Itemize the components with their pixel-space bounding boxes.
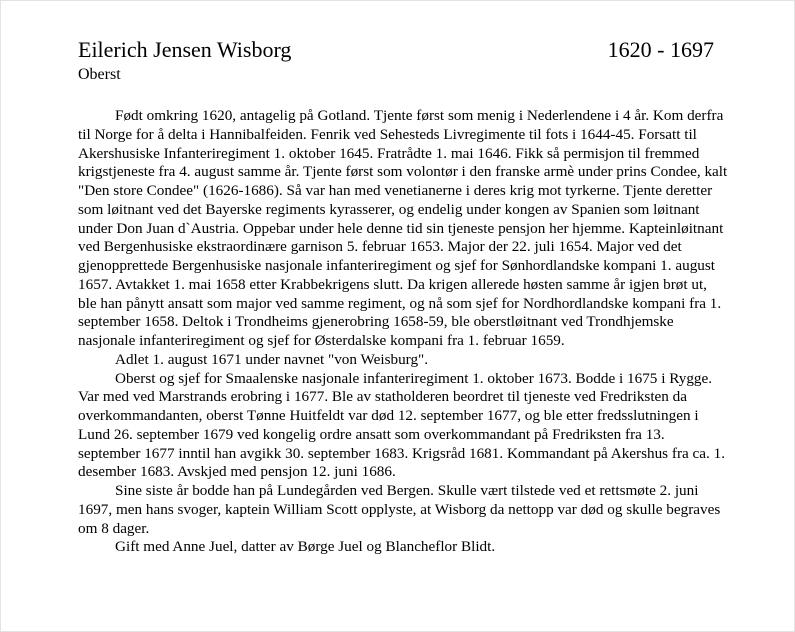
life-years: 1620 - 1697 [607,37,714,62]
paragraph-career: Født omkring 1620, antagelig på Gotland. Tjente først som menig i Nederlendene i 4 år. Kom derfra til Norge for å delta i Hannibalfeiden. Fenrik ved Sehesteds Livregimente til fots i 1644-45. Forsatt til Akershusiske Infanteriregiment 1. oktober 1645. Fratrådte 1. mai 1646. Fikk så permisjon til fremmed krigstjeneste fra 4. august samme år. Tjente først som volontør i den franske armè under prins Condee, kalt "Den store Condee" (1626-1686). Så var han med venetianerne i deres krig mot tyrkerne. Tjente deretter som løitnant ved det Bayerske regiments kyrasserer, og endelig under kongen av Spanien som løitnant under Don Juan d`Austria. Oppebar under hele denne tid sin tjeneste pensjon her hjemme. Kapteinløitnant ved Bergenhusiske ekstraordinære garnison 5. februar 1653. Major der 22. juli 1654. Major ved det gjenopprettede Bergenhusiske nasjonale infanteriregiment og sjef for Sønhordlandske kompani 1. august 1657. Avtakket 1. mai 1658 etter Krabbekrigens slutt. Da krigen allerede høsten samme år igjen brøt ut, ble han pånytt ansatt som major ved samme regiment, og nå som sjef for Nordhordlandske kompani fra 1. september 1658. Deltok i Trondheims gjenerobring 1658-59, ble oberstløitnant ved Trondhjemske nasjonale infanteriregiment og sjef for Østerdalske kompani fra 1. februar 1659. [78,107,728,349]
paragraph-colonel: Oberst og sjef for Smaalenske nasjonale infanteriregiment 1. oktober 1673. Bodde i 1675 i Rygge. Var med ved Marstrands erobring i 1677. Ble av statholderen beordret til tjeneste ved Fredriksten da overkommandanten, oberst Tønne Huitfeldt var død 12. september 1677, og ble etter fredsslutningen i Lund 26. september 1679 ved kongelig ordre ansatt som overkommandant på Fredriksten fra 13. september 1677 inntil han avgikk 30. september 1683. Krigsråd 1681. Kommandant på Akershus fra ca. 1. desember 1683. Avskjed med pensjon 12. juni 1686. [78,369,726,481]
biography-text [78,107,728,557]
paragraph-ennobled: Adlet 1. august 1671 under navnet "von Weisburg". [115,350,429,368]
person-name: Eilerich Jensen Wisborg [78,37,292,62]
paragraph-marriage: Gift med Anne Juel, datter av Børge Juel og Blancheflor Blidt. [115,538,496,556]
paragraph-last-years: Sine siste år bodde han på Lundegården ved Bergen. Skulle vært tilstede ved et rettsmøte 2. juni 1697, men hans svoger, kaptein William Scott opplyste, at Wisborg da nettopp var død og skulle begraves om 8 dager. [78,482,721,537]
person-rank: Oberst [78,66,121,83]
